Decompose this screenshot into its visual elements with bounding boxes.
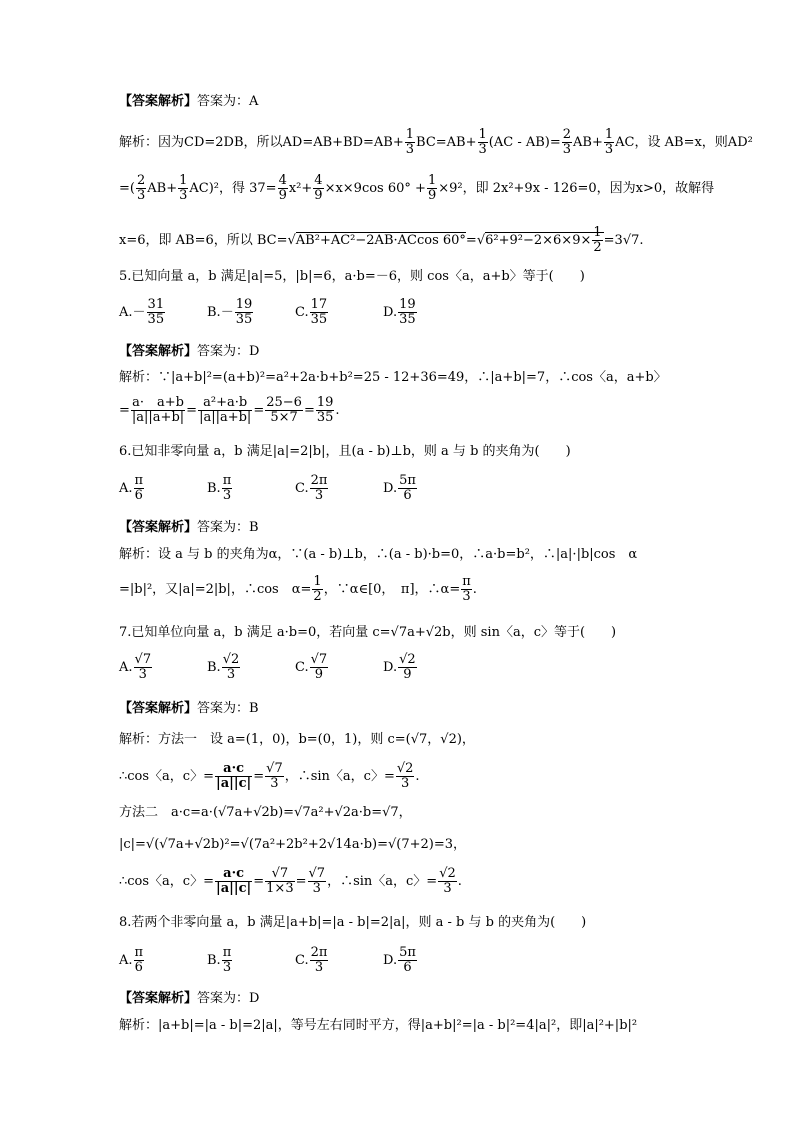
fraction: $\frac{√7}{3}$ (266, 761, 283, 791)
fraction: $\frac{a\cdot a+b}{|a||a+b|}$ (131, 395, 185, 425)
option-b: B. $\frac{\pi}{3}$ (207, 473, 232, 503)
text: AC)²，得 37= (189, 181, 277, 196)
text: AB+ (147, 181, 178, 196)
fraction: $\frac{1}{3}$ (478, 127, 487, 157)
answer-heading: 【答案解析】 (119, 701, 198, 716)
text: (AC - AB)= (488, 135, 561, 150)
answer-text: 答案为：D (197, 991, 260, 1006)
answer-text: 答案为：B (197, 520, 259, 535)
q6-answer-line (119, 519, 259, 537)
radicand: AB²+AC²−2AB·ACcos 60° (295, 233, 466, 248)
text: AC，设 AB=x，则AD² (615, 135, 753, 150)
q4-solution-line-2 (119, 174, 714, 203)
fraction: $\frac{√7}{3}$ (308, 866, 326, 896)
fraction: $\frac{a\cdot c}{|a||c|}$ (215, 866, 252, 896)
option-c: C. $\frac{2\pi}{3}$ (295, 945, 328, 975)
q5-stem: 5.已知向量 a，b 满足|a|=5，|b|=6，a·b=－6，则 cos〈a，a+b〉等于( ) (119, 269, 585, 284)
fraction: $\frac{\text{a²+a·b}}{|a||a+b|}$ (199, 395, 252, 425)
option-d: D. $\frac{√2}{9}$ (383, 652, 416, 682)
text: AB+ (573, 135, 603, 150)
text: =3√7. (603, 233, 644, 248)
option-c: C. $\frac{√7}{9}$ (295, 652, 328, 682)
fraction: $\frac{1}{3}$ (405, 127, 415, 157)
q7-options (119, 653, 471, 682)
fraction: $\frac{1}{3}$ (604, 127, 614, 157)
text: ×9²，即 2x²+9x - 126=0，因为x>0，故解得 (438, 181, 715, 196)
fraction: $\frac{1}{9}$ (427, 173, 437, 203)
answer-text: 答案为：D (197, 344, 260, 359)
option-a: A.－ $\frac{31}{35}$ (119, 297, 165, 327)
fraction: $\frac{a\cdot c}{|a||c|}$ (215, 761, 252, 791)
option-b: B. $\frac{\pi}{3}$ (207, 945, 232, 975)
text: ×x×9cos 60° + (324, 181, 426, 196)
answer-heading: 【答案解析】 (119, 991, 198, 1006)
fraction: $\frac{25-6}{5\times 7}$ (266, 395, 302, 425)
text: x=6，即 AB=6，所以 BC= (119, 233, 288, 248)
fraction: $\frac{1}{3}$ (179, 173, 188, 203)
fraction: $\frac{2}{3}$ (136, 173, 146, 203)
q8-answer-line (119, 990, 259, 1008)
option-b: B.－ $\frac{19}{35}$ (207, 297, 253, 327)
fraction: $\frac{1}{2}$ (593, 225, 602, 255)
radicand: 6²+9²−2×6×9× $\frac{1}{2}$ (485, 225, 602, 255)
q7-method2-line-2: |c|=√(√7a+√2b)²=√(7a²+2b²+2√14a·b)=√(7+2)=3， (119, 837, 467, 852)
q4-solution-line-3: x=6，即 AB=6，所以 BC=√AB²+AC²−2AB·ACcos 60°=√6²+9²−2×6×9× $\frac{1}{2}$ =3√7. (119, 225, 644, 255)
q5-answer-line (119, 343, 259, 361)
fraction: $\frac{4}{9}$ (314, 173, 323, 203)
q4-solution-line-1 (119, 128, 753, 157)
q6-options (119, 474, 471, 503)
q7-method1-line-2: ∴cos〈a，c〉= $\frac{a\cdot c}{|a||c|}$ = $\frac{√7}{3}$ ，∴sin〈a，c〉= $\frac{√2}{3}$ . (119, 761, 420, 791)
option-d: D. $\frac{5\pi}{6}$ (383, 945, 416, 975)
q7-method2-line-1: 方法二 a·c=a·(√7a+√2b)=√7a²+√2a·b=√7， (119, 805, 412, 820)
q7-answer-line (119, 700, 259, 718)
option-a: A. $\frac{\pi}{6}$ (119, 473, 144, 503)
q7-method1-line-1: 解析：方法一 设 a=(1，0)，b=(0，1)，则 c=(√7，√2)， (119, 732, 475, 747)
fraction: $\frac{√7}{1\times 3}$ (266, 866, 294, 896)
text: =( (119, 181, 135, 196)
q5-solution-line-2: = $\frac{a\cdot a+b}{|a||a+b|}$ = $\frac{\text{a²+a·b}}{|a||a+b|}$ = $\frac{25-6}{5\times 7}$ = $\frac{19}{35}$ . (119, 395, 340, 425)
q7-method2-line-3: ∴cos〈a，c〉= $\frac{a\cdot c}{|a||c|}$ = $\frac{√7}{1\times 3}$ = $\frac{√7}{3}$ ，∴sin〈a，c〉= $\frac{√2}{3}$ . (119, 866, 462, 896)
fraction: $\frac{√2}{3}$ (396, 761, 414, 791)
option-d: D. $\frac{19}{35}$ (383, 297, 416, 327)
q7-stem: 7.已知单位向量 a，b 满足 a·b=0，若向量 c=√7a+√2b，则 sin〈a，c〉等于( ) (119, 625, 617, 640)
answer-heading: 【答案解析】 (119, 520, 198, 535)
text: = (465, 233, 477, 248)
q5-solution-line-1: 解析：∵|a+b|²=(a+b)²=a²+2a·b+b²=25 - 12+36=49，∴|a+b|=7，∴cos〈a，a+b〉 (119, 370, 667, 385)
q6-solution-line-2: =|b|²，又|a|=2|b|，∴cos α= $\frac{1}{2}$ ，∵α∈[0， π]，∴α= $\frac{\pi}{3}$ . (119, 574, 477, 604)
option-b: B. $\frac{√2}{3}$ (207, 652, 240, 682)
q8-stem: 8.若两个非零向量 a，b 满足|a+b|=|a - b|=2|a|，则 a - b 与 b 的夹角为( ) (119, 915, 587, 930)
fraction: $\frac{\pi}{3}$ (462, 574, 471, 604)
q4-answer-line (119, 93, 258, 111)
q5-options (119, 298, 471, 327)
q6-stem: 6.已知非零向量 a，b 满足|a|=2|b|，且(a - b)⊥b，则 a 与 b 的夹角为( ) (119, 444, 571, 459)
fraction: $\frac{4}{9}$ (278, 173, 287, 203)
text: 解析：因为CD=2DB，所以AD=AB+BD=AB+ (119, 135, 404, 150)
q8-options (119, 946, 471, 975)
answer-text: 答案为：B (197, 701, 259, 716)
option-c: C. $\frac{17}{35}$ (295, 297, 328, 327)
q6-solution-line-1: 解析：设 a 与 b 的夹角为α，∵(a - b)⊥b，∴(a - b)·b=0，∴a·b=b²，∴|a|·|b|cos α (119, 547, 638, 562)
fraction: $\frac{√2}{3}$ (439, 866, 456, 896)
answer-heading: 【答案解析】 (119, 344, 198, 359)
text: BC=AB+ (416, 135, 477, 150)
option-a: A. $\frac{√7}{3}$ (119, 652, 152, 682)
q8-solution-line-1: 解析：|a+b|=|a - b|=2|a|，等号左右同时平方，得|a+b|²=|a - b|²=4|a|²，即|a|²+|b|² (119, 1018, 638, 1033)
option-d: D. $\frac{5\pi}{6}$ (383, 473, 416, 503)
option-c: C. $\frac{2\pi}{3}$ (295, 473, 328, 503)
answer-heading: 【答案解析】 (119, 94, 198, 109)
text: x²+ (288, 181, 313, 196)
option-a: A. $\frac{\pi}{6}$ (119, 945, 144, 975)
answer-text: 答案为：A (197, 94, 259, 109)
fraction: $\frac{1}{2}$ (313, 574, 322, 604)
fraction: $\frac{2}{3}$ (562, 127, 572, 157)
fraction: $\frac{19}{35}$ (316, 395, 334, 425)
